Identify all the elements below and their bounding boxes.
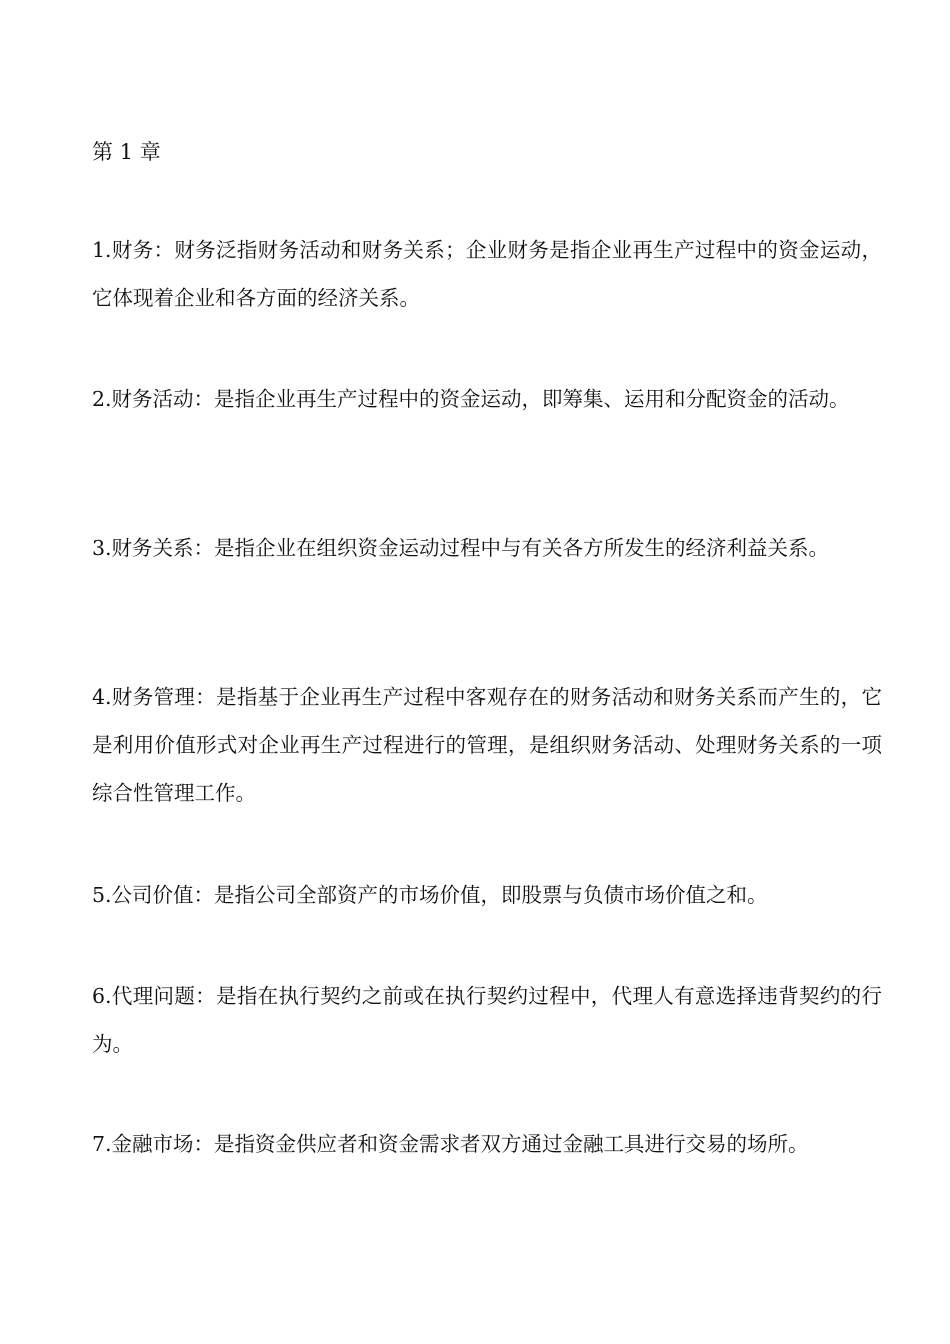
term-definition-financial-management: 4.财务管理：是指基于企业再生产过程中客观存在的财务活动和财务关系而产生的，它是利用价值形式对企业再生产过程进行的管理，是组织财务活动、处理财务关系的一项综合性管理工作。: [92, 685, 882, 805]
term-definition-financial-relationship: 3.财务关系：是指企业在组织资金运动过程中与有关各方所发生的经济利益关系。: [92, 536, 830, 560]
term-definition-financial-market: 7.金融市场：是指资金供应者和资金需求者双方通过金融工具进行交易的场所。: [92, 1132, 809, 1156]
chapter-title: 第 1 章: [92, 140, 161, 164]
term-definition-financial: 1.财务：财务泛指财务活动和财务关系；企业财务是指企业再生产过程中的资金运动，它体现着企业和各方面的经济关系。: [92, 238, 882, 310]
term-definition-financial-activity: 2.财务活动：是指企业再生产过程中的资金运动，即筹集、运用和分配资金的活动。: [92, 387, 850, 411]
term-definition-company-value: 5.公司价值：是指公司全部资产的市场价值，即股票与负债市场价值之和。: [92, 883, 768, 907]
term-definition-agency-problem: 6.代理问题：是指在执行契约之前或在执行契约过程中，代理人有意选择违背契约的行为。: [92, 984, 882, 1056]
